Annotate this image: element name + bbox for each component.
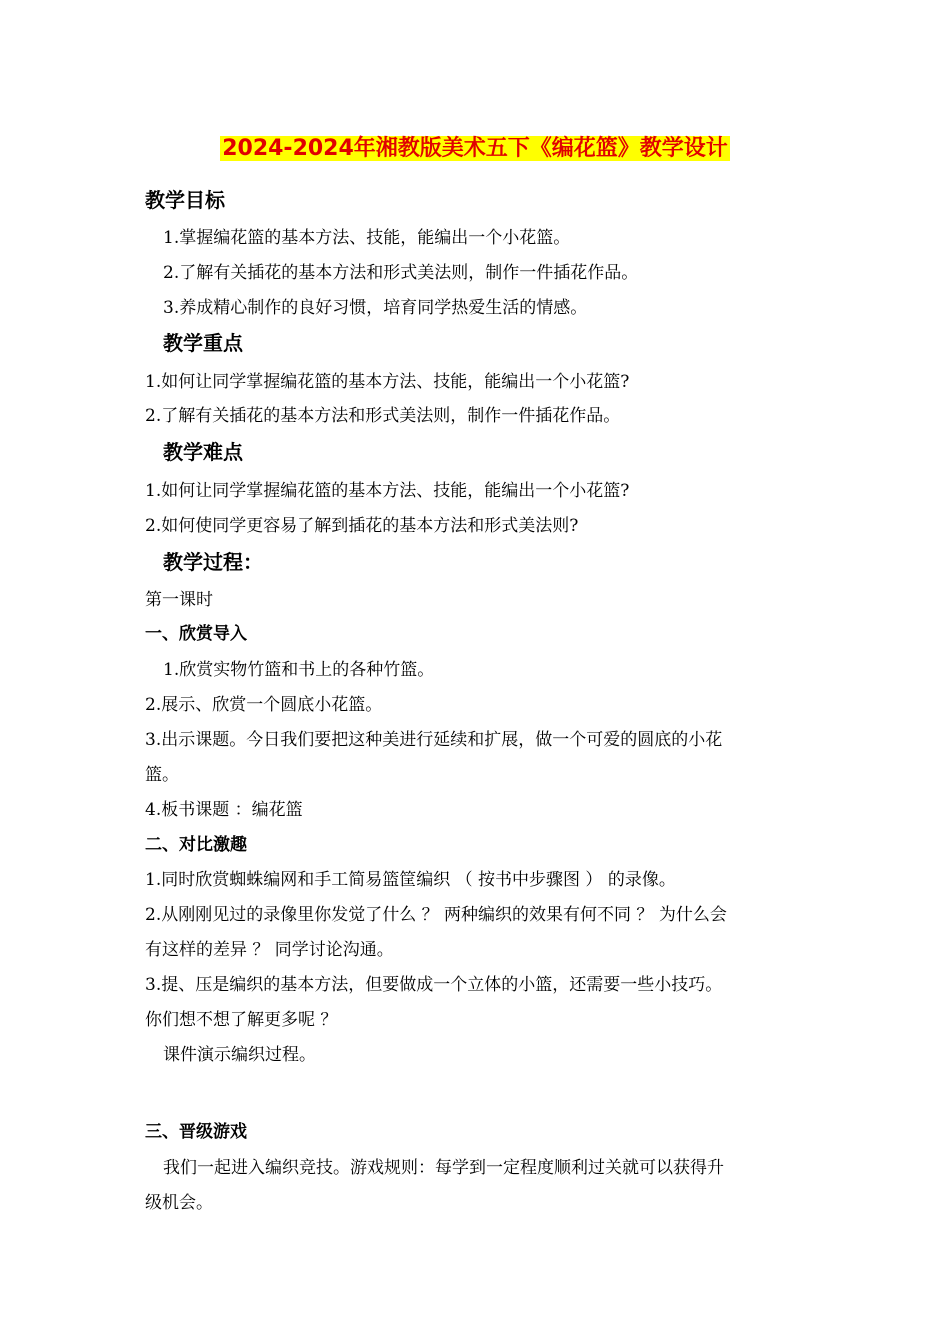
objectives-heading: 教学目标 — [145, 188, 225, 212]
section-heading: 二、对比激趣 — [145, 835, 247, 855]
objective-item: 1.掌握编花篮的基本方法、技能，能编出一个小花篮。 — [163, 228, 571, 248]
key-points-heading: 教学重点 — [163, 331, 243, 355]
document-title: 2024-2024年湘教版美术五下《编花篮》教学设计 — [222, 136, 728, 161]
section-line: 4.板书课题 ：编花篮 — [145, 800, 303, 820]
section-line: 1.同时欣赏蜘蛛编网和手工简易篮筐编织 （ 按书中步骤图 ） 的录像。 — [145, 870, 676, 890]
section-line: 我们一起进入编织竞技。游戏规则：每学到一定程度顺利过关就可以获得升 — [163, 1158, 724, 1178]
section-heading: 一、欣赏导入 — [145, 624, 247, 644]
section-line: 1.欣赏实物竹篮和书上的各种竹篮。 — [163, 660, 435, 680]
section-line: 2.展示、欣赏一个圆底小花篮。 — [145, 695, 383, 715]
key-point-item: 2.了解有关插花的基本方法和形式美法则，制作一件插花作品。 — [145, 406, 621, 426]
difficulty-item: 1.如何让同学掌握编花篮的基本方法、技能，能编出一个小花篮? — [145, 481, 630, 501]
section-line: 篮。 — [145, 765, 179, 785]
section-line: 课件演示编织过程。 — [163, 1045, 316, 1065]
section-heading: 三、晋级游戏 — [145, 1122, 247, 1142]
difficulties-heading: 教学难点 — [163, 440, 243, 464]
section-line: 2.从刚刚见过的录像里你发觉了什么 ？ 两种编织的效果有何不同 ？ 为什么会 — [145, 905, 727, 925]
section-line: 3.出示课题。今日我们要把这种美进行延续和扩展，做一个可爱的圆底的小花 — [145, 730, 723, 750]
lesson-label: 第一课时 — [145, 590, 213, 610]
section-line: 你们想不想了解更多呢 ？ — [145, 1010, 338, 1030]
process-heading: 教学过程： — [163, 550, 263, 574]
key-point-item: 1.如何让同学掌握编花篮的基本方法、技能，能编出一个小花篮? — [145, 372, 630, 392]
section-line: 有这样的差异 ？ 同学讨论沟通。 — [145, 940, 394, 960]
objective-item: 3.养成精心制作的良好习惯，培育同学热爱生活的情感。 — [163, 298, 588, 318]
section-line: 3.提、压是编织的基本方法，但要做成一个立体的小篮，还需要一些小技巧。 — [145, 975, 723, 995]
difficulty-item: 2.如何使同学更容易了解到插花的基本方法和形式美法则? — [145, 516, 579, 536]
objective-item: 2.了解有关插花的基本方法和形式美法则，制作一件插花作品。 — [163, 263, 639, 283]
section-line: 级机会。 — [145, 1193, 213, 1213]
